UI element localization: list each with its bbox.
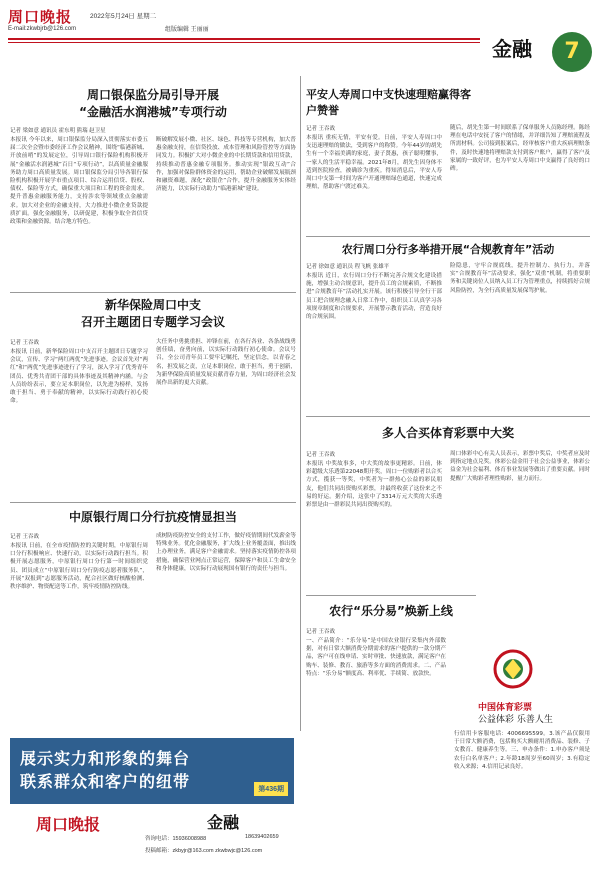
article-2-body-right: 大任务中勇挑重担、冲锋在前，在各行各业、各条战线勇创佳绩，奋勇向前，以实际行动践行初心使命。会议号召，全公司青年员工要牢记嘱托，坚定信念，以青春之名，担发展之责，立足本职岗位，敢于担当，勇于创新，为新华保险高质量发展贡献青春力量，为周口经济社会发展作出新的更大贡献。 <box>156 339 296 387</box>
article-4-title: 平安人寿周口中支快速理赔赢得客户赞誉 <box>306 88 471 117</box>
article-1-title-line2: “金融活水润港城”专项行动 <box>79 105 227 119</box>
article-2-body: 本报讯 日前，新华保险周口中支召开主题团日专题学习会议，宣传、学习“两红两优”先进事迹。会议首先对“两红”和“两优”先进事迹进行了学习，深入学习了优秀青年团员、优秀共青团干部的具体事迹及其精神内涵。与会人员纷纷表示，要立足本职岗位，以先进为榜样，发扬敢于担当、勇于奉献的精神，以实际行动践行初心使命。 <box>10 349 148 405</box>
promo-banner <box>10 738 294 804</box>
footer-email: 投稿邮箱：zkbyjr@163.com zkwbwjc@126.com <box>145 848 263 854</box>
article-3-title: 中原银行周口分行抗疫情显担当 <box>68 510 237 524</box>
article-7-byline: 记者 王吞战 <box>306 629 336 635</box>
article-3-byline: 记者 王吞战 <box>10 534 40 540</box>
article-6-byline: 记者 王吞战 <box>306 452 336 458</box>
editor-credit: 组版编辑 王丽丽 <box>165 27 209 33</box>
article-divider <box>10 292 296 293</box>
article-7-title: 农行“乐分易”焕新上线 <box>329 604 453 618</box>
lottery-name: 中国体育彩票 <box>478 703 533 713</box>
article-1-title-line1: 周口银保监分局引导开展 <box>86 88 219 102</box>
article-2-title-line2: 召开主题团日专题学习会议 <box>80 315 225 329</box>
section-title: 金融 <box>492 37 532 61</box>
footer-phone-1: 咨询电话：15936008988 <box>145 836 207 842</box>
article-5-title: 农行周口分行多举措开展“合规教育年”活动 <box>341 243 555 256</box>
article-7-body-right: 行信用卡客服电话：4006695599。3.该产品仅限用于日常大额消费，包括购买大额耐用消费品、装修、子女教育、健康养生等。三、申办条件：1.申办客户须是农行白名单客户；2.年龄18周岁至60周岁；3.有稳定收入来源；4.信用记录良好。 <box>454 731 590 770</box>
article-2-title-line1: 新华保险周口中支 <box>104 298 201 312</box>
article-7-body: 一、产品简介：“乐分易”是中国农业银行采集内外部数据，对有日常大额消费分期需求的客户提供的一款分期产品，客户可在线申请、实时审批、快速放款，满足客户在购车、装修、教育、旅游等多方面的消费需求。二、产品特点：“乐分易”额度高、利率优、手续简、放款快。 <box>306 638 446 677</box>
article-3-body-right: 成树防疫防控安全的支付工作，做好疫情期间代发薪金等特殊业务。优化金融服务，扩大线上业务覆盖面，推出线上办理业务，满足客户金融需求。坚持落实疫情防控各项措施，确保营业网点正常运营，保障客户和员工生命安全和身体健康，以实际行动展现国有银行的责任与担当。 <box>156 533 296 572</box>
article-divider <box>306 416 590 417</box>
banner-issue-number: 第436期 <box>254 782 288 796</box>
footer-logo: 周口晚报 <box>36 815 101 834</box>
column-divider <box>300 76 301 731</box>
header-email: E-mail:zkwbjrb@126.com <box>8 26 77 32</box>
article-4-body: 本报讯 重疾无情，平安有爱。日前，平安人寿周口中支迅速理赔的做法，受到客户的称赞。今年44岁的胡先生有一个幸福美满的家庭，妻子贤惠，孩子聪明懂事，一家人的生活平稳幸福。2021年8月，胡先生因身体不适到医院检查，被确诊为重疾。得知消息后，平安人寿周口中支第一时间为客户开通理赔绿色通道，快速完成理赔，帮助客户渡过难关。 <box>306 135 442 191</box>
article-5-body: 本报讯 近日，农行周口分行不断完善合规文化建设措施，增强主动合规意识，提升员工的合规素质，不断推进“合规教育年”活动扎实开展。该行积极引导全行干部员工把合规理念融入日常工作中，组织员工认真学习各项规章制度和合规要求，开展警示教育活动，营造良好的合规氛围。 <box>306 273 442 321</box>
banner-line2: 联系群众和客户的纽带 <box>20 772 191 791</box>
article-3-body: 本报讯 日前，在全市疫情防控的关键时期，中原银行周口分行积极响应、快速行动，以实际行动践行担当。积极开展志愿服务，中原银行周口分行第一时间组织党员、团员成立“中原银行周口分行防疫志愿者服务队”，开展“双报到”志愿服务活动，配合社区做好核酸检测、秩序维护、物资配送等工作，筑牢疫情防控防线。 <box>10 543 148 591</box>
article-5-byline: 记者 徐如意 通讯员 程飞帆 张雄平 <box>306 264 390 270</box>
article-2-byline: 记者 王吞战 <box>10 340 40 346</box>
banner-line1: 展示实力和形象的舞台 <box>20 749 191 768</box>
article-4-byline: 记者 王吞战 <box>306 126 336 132</box>
article-6-body: 本报讯 中奖故事多，中大奖的故事更精彩。日前，体彩超级大乐透第22048期开奖，周口一位购彩者以合买方式，揽获一等奖，中奖者为一群热心公益的彩民朋友，他们共同出资购买彩票，并最终收获了这份来之不易的好运。据介绍，这张中了3314万元大奖的大乐透彩票是由一群彩民共同出资购买的。 <box>306 461 442 509</box>
newspaper-logo: 周口晚报 <box>8 8 73 26</box>
footer-section-title: 金融 <box>207 813 240 832</box>
article-6-body-right: 周口体彩中心有关人员表示，彩票中奖后，中奖者应及时到指定地点兑奖。体彩公益金用于社会公益事业，体彩公益金为社会福利、体育事业发展等做出了重要贡献。同时提醒广大购彩者理性购彩，量力而行。 <box>450 451 590 482</box>
article-divider <box>306 236 590 237</box>
article-1-body: 本报讯 今年以来，周口银保监分局深入贯彻落实市委五届二次全会暨市委经济工作会议精神，围绕“临港新城、开放前哨”的发展定位，引导周口银行保险机构积极开展“金融活水润港城”百日“专项行动”，以高质量金融服务助力周口高质量发展。周口银保监分局引导各银行保险机构积极开展学市重点项目、综合运用信贷、股权、债权、保险等方式，确保重大项目和工程的资金需求。提升普惠金融服务能力，支持涉农等领域重点金融需求。加大对企业的金融支持，大力推进小微企业贷款提质扩面。强化金融服务，以研促建，积极争取全省信贷政策和金融资源。结合地方特色。 <box>10 137 148 226</box>
article-4-body-right: 随后，胡先生第一时间联系了保单服务人员陈经理。陈经理在电话中安抚了客户的情绪，并详细告知了理赔流程及所需材料。公司接到报案后，经审核客户重大疾病理赔条件，及时快速地将理赔款支付到客户账户，赢得了客户及家属的一致好评，也为平安人寿周口中支赢得了良好的口碑。 <box>450 125 590 173</box>
article-5-body-right: 险隐患，守牢合规底线，提升控制力、执行力，并落实“合规教育年”活动要求，强化“双重”机制，将重要职务和关键岗位人员纳入员工行为管理重点，持续抓好合规风险防控，为全行高质量发展保驾护航。 <box>450 263 590 294</box>
article-divider <box>306 595 476 596</box>
lottery-slogan: 公益体彩 乐善人生 <box>478 715 553 725</box>
header-rule-thin <box>8 42 480 43</box>
article-6-title: 多人合买体育彩票中大奖 <box>381 426 514 440</box>
article-1-byline: 记者 梁如意 通讯员 霍东明 熊瑞 赵卫星 <box>10 128 106 134</box>
china-sports-lottery-logo <box>478 645 548 695</box>
footer-phone-2: 18639402659 <box>245 834 279 840</box>
article-1-body-right: 断破解发展小微、社区、绿色、科技等专营机构，加大普惠金融支持，在信贷投放、成本管理和风险管控等方面协同发力。积极扩大对小微企业的中长期贷款和信用贷款，持续推动普惠金融专项服务。推动实现“银政互动”合作，加强对保险群体资金的运用，帮助企业破解发展瓶颈和融资难题，深化“政银企”合作，提升金融服务实体经济能力，以实际行动助力“临港新城”建设。 <box>156 137 296 193</box>
page-number-badge: 7 <box>552 32 592 72</box>
issue-date: 2022年5月24日 星期二 <box>90 13 157 20</box>
header-rule <box>8 38 480 40</box>
article-divider <box>10 502 296 503</box>
